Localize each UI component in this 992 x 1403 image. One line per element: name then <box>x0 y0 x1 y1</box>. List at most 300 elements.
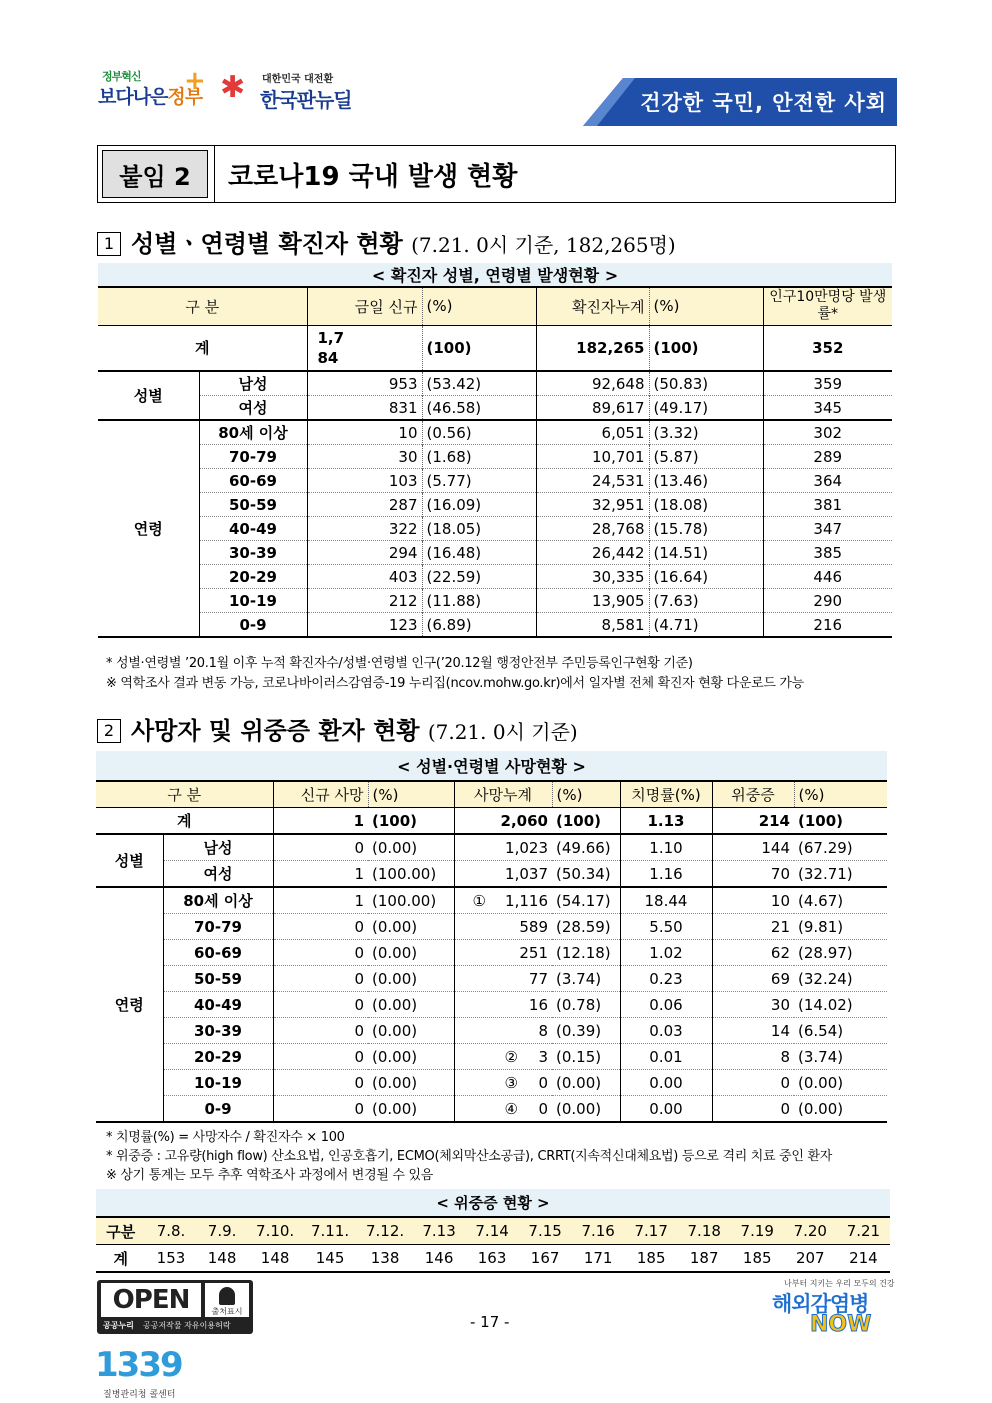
table2-header-cum: 사망누계 <box>454 781 552 808</box>
new-deal-mark-icon: ✱ <box>220 70 246 105</box>
trend-date: 7.18 <box>678 1217 731 1245</box>
case-fatality-rate: 1.02 <box>620 940 712 966</box>
cumulative-deaths <box>454 1070 552 1096</box>
slogan-text: 건강한 국민, 안전한 사회 <box>640 91 887 115</box>
cumulative-deaths-pct: (50.34) <box>556 864 611 883</box>
table1-row-age <box>98 589 892 613</box>
severe-cases: 62 <box>712 940 794 966</box>
gender-group-label: 성별 <box>96 834 163 887</box>
new-deaths: 0 <box>273 992 368 1018</box>
t2-total-severe: 214 <box>712 808 794 835</box>
cumulative-cases: 8,581 <box>536 613 649 638</box>
cumulative-deaths-pct: (49.66) <box>556 838 611 857</box>
severe-trend-table <box>96 1189 890 1273</box>
case-fatality-rate: 0.01 <box>620 1044 712 1070</box>
new-pct: (53.42) <box>422 371 536 396</box>
new-cases: 212 <box>307 589 422 613</box>
logo1-text-b: 정부 <box>167 86 203 108</box>
table1-row-gender <box>98 396 892 421</box>
total-rate: 352 <box>763 325 892 371</box>
trend-value: 138 <box>358 1245 413 1273</box>
table3-caption: < 위중증 현황 > <box>96 1189 890 1217</box>
cumulative-cases: 10,701 <box>536 445 649 469</box>
cumulative-deaths <box>454 966 552 992</box>
cumulative-deaths-pct: (0.00) <box>556 1073 602 1092</box>
cumulative-deaths-value: 1,037 <box>505 864 548 883</box>
section2-title <box>97 711 578 746</box>
open-sub-a: 공공누리 <box>103 1321 134 1330</box>
total-new <box>307 325 422 371</box>
government-innovation-logo: 정부혁신 보다나은정부 + <box>98 66 206 108</box>
case-fatality-rate: 0.06 <box>620 992 712 1018</box>
open-logo-text: OPEN <box>101 1283 201 1317</box>
t2-total-cpct: (100) <box>556 811 602 830</box>
new-pct: (11.88) <box>422 589 536 613</box>
severe-cases: 21 <box>712 914 794 940</box>
severe-cases: 144 <box>712 834 794 861</box>
trend-date: 7.9. <box>197 1217 248 1245</box>
right-logo-big: 해외감염병 <box>772 1292 869 1316</box>
trend-value: 148 <box>248 1245 303 1273</box>
cumulative-deaths <box>454 992 552 1018</box>
cumulative-cases: 28,768 <box>536 517 649 541</box>
total-cpct: (100) <box>649 325 763 371</box>
new-pct: (5.77) <box>422 469 536 493</box>
new-deaths-pct: (0.00) <box>372 943 418 962</box>
trend-value: 207 <box>784 1245 837 1273</box>
new-cases: 953 <box>307 371 422 396</box>
trend-date: 7.17 <box>625 1217 678 1245</box>
confirmed-cases-table <box>98 263 892 638</box>
trend-date: 7.13 <box>413 1217 466 1245</box>
new-deaths: 0 <box>273 966 368 992</box>
table2-header-group: 구 분 <box>96 781 273 808</box>
cumulative-pct: (7.63) <box>649 589 763 613</box>
table1-row-age <box>98 420 892 445</box>
new-cases: 403 <box>307 565 422 589</box>
table2-row-gender <box>96 861 887 888</box>
new-deaths-pct: (0.00) <box>372 995 418 1014</box>
table1-row-age <box>98 469 892 493</box>
table2-row-age <box>96 887 887 914</box>
section1-number: 1 <box>97 232 121 256</box>
trend-value: 185 <box>625 1245 678 1273</box>
overseas-infection-logo <box>770 1278 900 1338</box>
cumulative-deaths-value: 0 <box>538 1073 548 1092</box>
new-deaths: 0 <box>273 1018 368 1044</box>
case-fatality-rate: 18.44 <box>620 887 712 914</box>
table1-note2: ※ 역학조사 결과 변동 가능, 코로나바이러스감염증-19 누리집(ncov.mohw.go.kr)에서 일자별 전체 확진자 현황 다운로드 가능 <box>106 676 804 691</box>
table2-note1: * 치명률(%) = 사망자수 / 확진자수 × 100 <box>106 1130 345 1145</box>
row-label: 70-79 <box>194 917 242 936</box>
incidence-rate: 216 <box>763 613 892 638</box>
severe-pct: (32.71) <box>798 864 853 883</box>
table1-row-gender <box>98 371 892 396</box>
cumulative-deaths <box>454 887 552 914</box>
new-deaths: 0 <box>273 1044 368 1070</box>
incidence-rate: 302 <box>763 420 892 445</box>
open-sub-b: 공공저작물 자유이용허락 <box>143 1321 231 1330</box>
cumulative-deaths <box>454 1044 552 1070</box>
new-deaths: 0 <box>273 940 368 966</box>
age-group-label: 연령 <box>96 887 163 1122</box>
cumulative-pct: (13.46) <box>649 469 763 493</box>
cumulative-pct: (49.17) <box>649 396 763 421</box>
table2-row-age <box>96 914 887 940</box>
new-cases: 287 <box>307 493 422 517</box>
trend-value: 153 <box>145 1245 196 1273</box>
new-pct: (6.89) <box>422 613 536 638</box>
t2-total-cum: 2,060 <box>454 808 552 835</box>
section1-title <box>97 224 676 259</box>
cumulative-deaths-value: 251 <box>519 943 548 962</box>
footnote-mark: ① <box>472 891 486 910</box>
row-label: 50-59 <box>194 969 242 988</box>
table1-row-age <box>98 493 892 517</box>
table2-header-pct3: (%) <box>794 781 887 808</box>
cumulative-cases: 26,442 <box>536 541 649 565</box>
trend-date: 7.14 <box>466 1217 519 1245</box>
case-fatality-rate: 0.23 <box>620 966 712 992</box>
trend-value: 167 <box>519 1245 572 1273</box>
cumulative-deaths <box>454 834 552 861</box>
table2-header-severe: 위중증 <box>712 781 794 808</box>
section1-subtitle: (7.21. 0시 기준, 182,265명) <box>411 233 676 257</box>
row-label: 남성 <box>203 839 233 857</box>
row-label: 50-59 <box>229 495 277 514</box>
case-fatality-rate: 5.50 <box>620 914 712 940</box>
severe-pct: (28.97) <box>798 943 853 962</box>
cumulative-deaths-pct: (3.74) <box>556 969 602 988</box>
row-label: 여성 <box>203 865 233 883</box>
table1-header-rate: 인구10만명당 발생률* <box>763 287 892 325</box>
severe-cases: 69 <box>712 966 794 992</box>
case-fatality-rate: 1.10 <box>620 834 712 861</box>
table1-header-pct2: (%) <box>649 287 763 325</box>
t2-total-label: 계 <box>177 812 192 830</box>
severe-cases: 0 <box>712 1096 794 1123</box>
severe-pct: (67.29) <box>798 838 853 857</box>
dates-row <box>96 1217 890 1245</box>
table1-total-row <box>98 325 892 371</box>
severe-cases: 70 <box>712 861 794 888</box>
new-cases: 103 <box>307 469 422 493</box>
open-badge-text: 출처표시 <box>211 1307 243 1316</box>
table2-row-age <box>96 1070 887 1096</box>
trend-date: 7.15 <box>519 1217 572 1245</box>
incidence-rate: 359 <box>763 371 892 396</box>
trend-value: 187 <box>678 1245 731 1273</box>
table2-header-pct1: (%) <box>368 781 454 808</box>
new-cases: 10 <box>307 420 422 445</box>
row-label: 40-49 <box>229 519 277 538</box>
new-pct: (18.05) <box>422 517 536 541</box>
case-fatality-rate: 0.00 <box>620 1096 712 1123</box>
incidence-rate: 385 <box>763 541 892 565</box>
severe-pct: (0.00) <box>798 1073 844 1092</box>
trend-value: 214 <box>837 1245 890 1273</box>
severe-cases: 30 <box>712 992 794 1018</box>
table2-header-cfr: 치명률(%) <box>620 781 712 808</box>
cumulative-deaths-value: 8 <box>538 1021 548 1040</box>
new-pct: (16.09) <box>422 493 536 517</box>
cumulative-pct: (16.64) <box>649 565 763 589</box>
new-pct: (46.58) <box>422 396 536 421</box>
new-pct: (16.48) <box>422 541 536 565</box>
attachment-title <box>97 145 896 203</box>
cumulative-deaths <box>454 940 552 966</box>
table2-caption: < 성별·연령별 사망현황 > <box>96 751 887 781</box>
severe-pct: (9.81) <box>798 917 844 936</box>
table2-total-row <box>96 808 887 835</box>
table2-row-age <box>96 1044 887 1070</box>
cumulative-deaths-pct: (12.18) <box>556 943 611 962</box>
trend-value: 145 <box>303 1245 358 1273</box>
cumulative-deaths-value: 3 <box>538 1047 548 1066</box>
cumulative-deaths-value: 1,116 <box>505 891 548 910</box>
cumulative-pct: (18.08) <box>649 493 763 517</box>
new-cases: 30 <box>307 445 422 469</box>
cumulative-cases: 89,617 <box>536 396 649 421</box>
section1-title-text: 성별ㆍ연령별 확진자 현황 <box>131 230 403 258</box>
severe-pct: (0.00) <box>798 1099 844 1118</box>
t2-total-cfr: 1.13 <box>620 808 712 835</box>
new-pct: (0.56) <box>422 420 536 445</box>
slogan-banner <box>583 78 897 126</box>
cumulative-pct: (3.32) <box>649 420 763 445</box>
row-label: 10-19 <box>194 1073 242 1092</box>
row-label: 20-29 <box>229 567 277 586</box>
row-label: 남성 <box>238 375 268 393</box>
case-fatality-rate: 0.00 <box>620 1070 712 1096</box>
trend-date: 7.8. <box>145 1217 196 1245</box>
row-label: 60-69 <box>229 471 277 490</box>
table1-row-age <box>98 517 892 541</box>
new-deaths-pct: (0.00) <box>372 1099 418 1118</box>
row-label: 0-9 <box>239 615 267 634</box>
incidence-rate: 446 <box>763 565 892 589</box>
severe-cases: 0 <box>712 1070 794 1096</box>
cumulative-deaths <box>454 1018 552 1044</box>
cumulative-deaths-pct: (0.15) <box>556 1047 602 1066</box>
incidence-rate: 290 <box>763 589 892 613</box>
cumulative-deaths-pct: (0.39) <box>556 1021 602 1040</box>
table2-row-age <box>96 940 887 966</box>
row-label: 30-39 <box>229 543 277 562</box>
row-label: 60-69 <box>194 943 242 962</box>
new-deaths-pct: (0.00) <box>372 1021 418 1040</box>
section2-title-text: 사망자 및 위중증 환자 현황 <box>131 717 420 745</box>
table1-header-new: 금일 신규 <box>307 287 422 325</box>
severe-cases: 14 <box>712 1018 794 1044</box>
cumulative-deaths-pct: (54.17) <box>556 891 611 910</box>
t2-total-new: 1 <box>273 808 368 835</box>
new-cases: 123 <box>307 613 422 638</box>
footnote-mark: ② <box>504 1047 518 1066</box>
gender-group-label: 성별 <box>98 371 199 420</box>
new-deaths: 1 <box>273 887 368 914</box>
new-deaths: 0 <box>273 1070 368 1096</box>
right-logo-small: 나부터 지키는 우리 모두의 건강 <box>784 1279 895 1288</box>
cumulative-cases: 92,648 <box>536 371 649 396</box>
row-label: 80세 이상 <box>183 892 253 910</box>
row-label: 20-29 <box>194 1047 242 1066</box>
new-deaths: 0 <box>273 1096 368 1123</box>
korean-new-deal-logo: ✱ 대한민국 대전환 한국판뉴딜 <box>220 70 352 112</box>
incidence-rate: 381 <box>763 493 892 517</box>
table1-row-age <box>98 613 892 638</box>
cumulative-cases: 30,335 <box>536 565 649 589</box>
new-deaths-pct: (0.00) <box>372 1073 418 1092</box>
severe-pct: (3.74) <box>798 1047 844 1066</box>
cumulative-deaths-pct: (28.59) <box>556 917 611 936</box>
table2-row-age <box>96 966 887 992</box>
severe-cases: 10 <box>712 887 794 914</box>
logo1-text-a: 보다나은 <box>98 86 168 108</box>
row-label: 40-49 <box>194 995 242 1014</box>
trend-date: 7.19 <box>731 1217 784 1245</box>
kogl-open-logo <box>97 1280 253 1334</box>
row-label: 0-9 <box>204 1099 232 1118</box>
new-deaths-pct: (0.00) <box>372 969 418 988</box>
attachment-label: 붙임 2 <box>102 150 208 198</box>
table1-row-age <box>98 541 892 565</box>
cumulative-cases: 6,051 <box>536 420 649 445</box>
new-cases: 294 <box>307 541 422 565</box>
row-label: 80세 이상 <box>218 424 288 442</box>
section2-subtitle: (7.21. 0시 기준) <box>427 720 578 744</box>
row-label: 30-39 <box>194 1021 242 1040</box>
table1-note1: * 성별·연령별 ’20.1월 이후 누적 확진자수/성별·연령별 인구(’20.12월 행정안전부 주민등록인구현황 기준) <box>106 656 693 671</box>
cumulative-pct: (4.71) <box>649 613 763 638</box>
table2-row-age <box>96 1096 887 1123</box>
plus-icon: + <box>184 66 206 96</box>
row-label: 여성 <box>238 399 268 417</box>
values-row-label: 계 <box>96 1245 145 1273</box>
page-number: - 17 - <box>470 1313 510 1331</box>
call-number: 1339 <box>95 1345 182 1385</box>
trend-value: 146 <box>413 1245 466 1273</box>
deaths-table <box>96 751 887 1123</box>
new-cases: 831 <box>307 396 422 421</box>
open-badge <box>205 1283 249 1317</box>
call-center-1339-logo <box>95 1345 205 1401</box>
table1-caption: < 확진자 성별, 연령별 발생현황 > <box>98 263 892 287</box>
call-sub: 질병관리청 콜센터 <box>103 1390 176 1400</box>
trend-date: 7.21 <box>837 1217 890 1245</box>
cumulative-deaths <box>454 1096 552 1123</box>
incidence-rate: 364 <box>763 469 892 493</box>
footnote-mark: ③ <box>504 1073 518 1092</box>
severe-pct: (14.02) <box>798 995 853 1014</box>
cumulative-deaths-pct: (0.78) <box>556 995 602 1014</box>
new-deaths-pct: (0.00) <box>372 917 418 936</box>
cumulative-deaths-value: 589 <box>519 917 548 936</box>
table1-header-cum: 확진자누계 <box>536 287 649 325</box>
total-new-a: 1,7 <box>317 328 345 347</box>
cumulative-cases: 13,905 <box>536 589 649 613</box>
case-fatality-rate: 1.16 <box>620 861 712 888</box>
new-pct: (1.68) <box>422 445 536 469</box>
cumulative-pct: (50.83) <box>649 371 763 396</box>
trend-date: 7.20 <box>784 1217 837 1245</box>
new-cases: 322 <box>307 517 422 541</box>
new-deaths-pct: (0.00) <box>372 838 418 857</box>
incidence-rate: 289 <box>763 445 892 469</box>
cumulative-pct: (15.78) <box>649 517 763 541</box>
table1-row-age <box>98 445 892 469</box>
new-deaths: 0 <box>273 914 368 940</box>
table2-row-age <box>96 1018 887 1044</box>
trend-date: 7.12. <box>358 1217 413 1245</box>
table2-header-new: 신규 사망 <box>273 781 368 808</box>
cumulative-pct: (14.51) <box>649 541 763 565</box>
table2-note2: * 위중증 : 고유량(high flow) 산소요법, 인공호흡기, ECMO(체외막산소공급), CRRT(지속적신대체요법) 등으로 격리 치료 중인 환자 <box>106 1149 833 1164</box>
cumulative-cases: 24,531 <box>536 469 649 493</box>
new-deaths: 1 <box>273 861 368 888</box>
total-pct: (100) <box>422 325 536 371</box>
table2-row-gender <box>96 834 887 861</box>
severe-pct: (6.54) <box>798 1021 844 1040</box>
footnote-mark: ④ <box>504 1099 518 1118</box>
t2-total-spct: (100) <box>798 811 844 830</box>
cumulative-deaths-value: 16 <box>528 995 548 1014</box>
row-label: 10-19 <box>229 591 277 610</box>
trend-value: 148 <box>197 1245 248 1273</box>
right-logo-now: NOW <box>810 1312 872 1337</box>
values-row <box>96 1245 890 1273</box>
trend-value: 163 <box>466 1245 519 1273</box>
new-pct: (22.59) <box>422 565 536 589</box>
total-label: 계 <box>195 339 210 358</box>
cumulative-deaths-value: 0 <box>538 1099 548 1118</box>
cumulative-deaths <box>454 861 552 888</box>
new-deaths-pct: (100.00) <box>372 891 437 910</box>
cumulative-cases: 32,951 <box>536 493 649 517</box>
cumulative-deaths <box>454 914 552 940</box>
new-deaths-pct: (100.00) <box>372 864 437 883</box>
table2-header-pct2: (%) <box>552 781 620 808</box>
case-fatality-rate: 0.03 <box>620 1018 712 1044</box>
table1-header-group: 구 분 <box>98 287 307 325</box>
new-deaths-pct: (0.00) <box>372 1047 418 1066</box>
cumulative-pct: (5.87) <box>649 445 763 469</box>
severe-pct: (4.67) <box>798 891 844 910</box>
page-title: 코로나19 국내 발생 현황 <box>228 162 518 192</box>
dates-row-label: 구분 <box>96 1217 145 1245</box>
cumulative-deaths-pct: (0.00) <box>556 1099 602 1118</box>
person-icon <box>219 1287 235 1305</box>
cumulative-deaths-value: 1,023 <box>505 838 548 857</box>
table1-row-age <box>98 565 892 589</box>
title-divider <box>214 146 215 202</box>
table2-row-age <box>96 992 887 1018</box>
incidence-rate: 347 <box>763 517 892 541</box>
age-group-label: 연령 <box>98 420 199 637</box>
severe-pct: (32.24) <box>798 969 853 988</box>
severe-cases: 8 <box>712 1044 794 1070</box>
trend-date: 7.16 <box>572 1217 625 1245</box>
trend-date: 7.10. <box>248 1217 303 1245</box>
total-new-b: 84 <box>317 348 339 367</box>
section2-number: 2 <box>97 719 121 743</box>
trend-date: 7.11. <box>303 1217 358 1245</box>
table1-header-pct1: (%) <box>422 287 536 325</box>
new-deaths: 0 <box>273 834 368 861</box>
row-label: 70-79 <box>229 447 277 466</box>
table2-note3: ※ 상기 통계는 모두 추후 역학조사 과정에서 변경될 수 있음 <box>106 1168 434 1183</box>
trend-value: 185 <box>731 1245 784 1273</box>
